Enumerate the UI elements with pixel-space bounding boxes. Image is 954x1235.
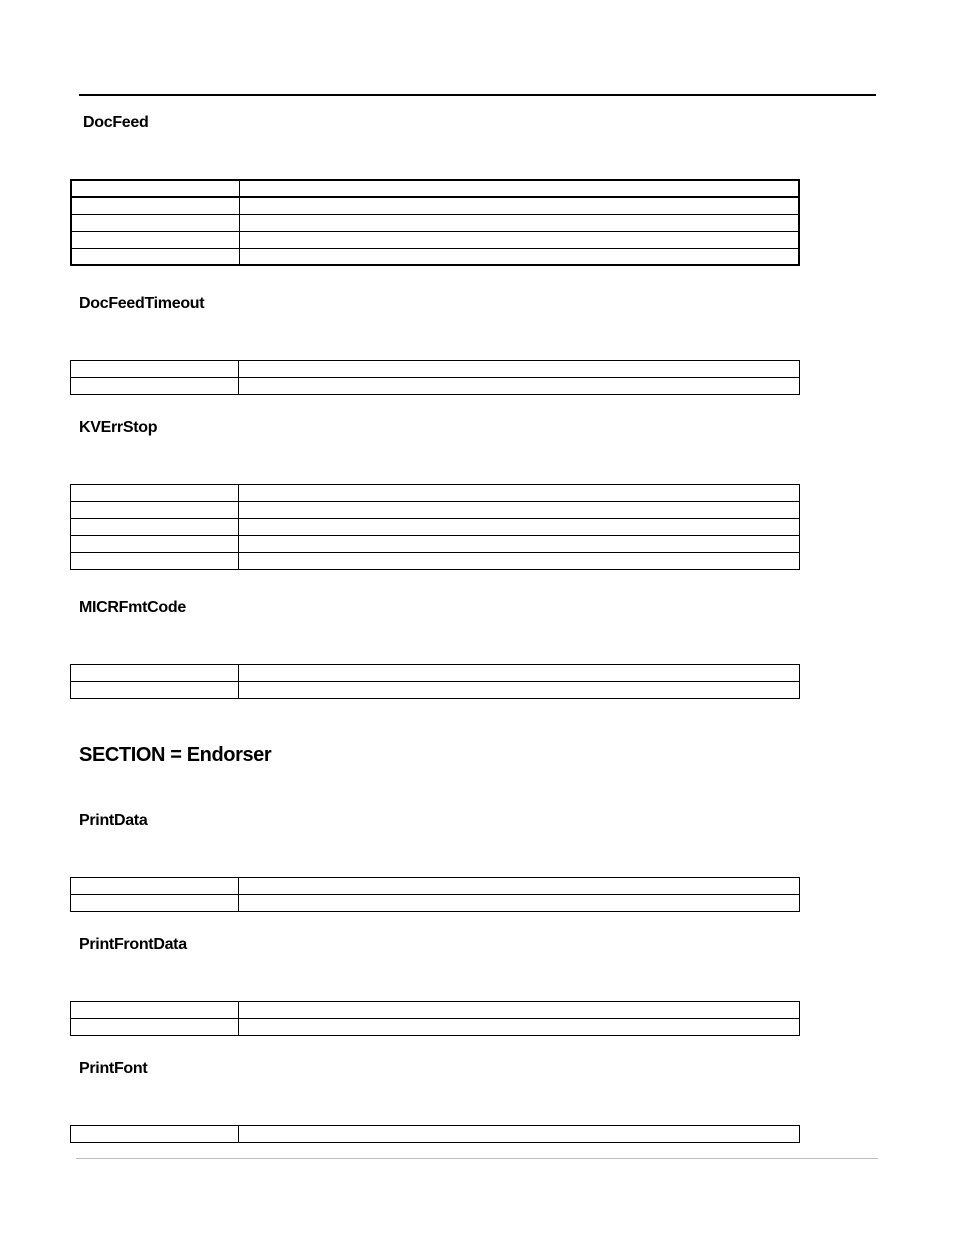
table-cell — [71, 878, 239, 895]
table-cell — [71, 536, 239, 553]
table-cell — [71, 248, 239, 265]
heading-micrfmtcode: MICRFmtCode — [79, 599, 186, 616]
table-cell — [71, 378, 239, 395]
table-cell — [239, 1126, 800, 1143]
section-heading-endorser: SECTION = Endorser — [79, 744, 272, 766]
table-cell — [71, 180, 239, 197]
table-cell — [239, 231, 799, 248]
heading-kverrstop: KVErrStop — [79, 419, 158, 436]
table-row — [71, 502, 800, 519]
heading-printfont: PrintFont — [79, 1060, 148, 1077]
table-row — [71, 878, 800, 895]
table-cell — [71, 665, 239, 682]
table-cell — [239, 895, 800, 912]
table-cell — [239, 665, 800, 682]
table-row — [71, 553, 800, 570]
table-cell — [239, 378, 800, 395]
table-row — [71, 536, 800, 553]
heading-docfeedtimeout: DocFeedTimeout — [79, 295, 205, 312]
table-row — [71, 682, 800, 699]
table-cell — [239, 682, 800, 699]
table-cell — [71, 197, 239, 214]
table-row — [71, 231, 799, 248]
table-micrfmtcode — [70, 664, 800, 699]
table-docfeed — [70, 179, 800, 266]
table-cell — [239, 180, 799, 197]
table-docfeedtimeout — [70, 360, 800, 395]
table-cell — [239, 502, 800, 519]
table-cell — [71, 361, 239, 378]
table-cell — [239, 536, 800, 553]
footer-rule — [76, 1158, 878, 1159]
table-row — [71, 180, 799, 197]
table-cell — [71, 502, 239, 519]
table-cell — [71, 682, 239, 699]
heading-printfrontdata: PrintFrontData — [79, 936, 187, 953]
table-row — [71, 361, 800, 378]
table-row — [71, 485, 800, 502]
table-cell — [239, 878, 800, 895]
table-cell — [71, 895, 239, 912]
table-row — [71, 665, 800, 682]
table-row — [71, 519, 800, 536]
table-row — [71, 1126, 800, 1143]
table-cell — [71, 1019, 239, 1036]
table-cell — [71, 1002, 239, 1019]
table-printfrontdata — [70, 1001, 800, 1036]
table-cell — [239, 361, 800, 378]
table-cell — [71, 1126, 239, 1143]
table-cell — [71, 485, 239, 502]
table-row — [71, 248, 799, 265]
heading-printdata: PrintData — [79, 812, 148, 829]
table-cell — [71, 553, 239, 570]
table-printdata — [70, 877, 800, 912]
table-row — [71, 214, 799, 231]
table-cell — [239, 248, 799, 265]
table-row — [71, 1019, 800, 1036]
table-printfont — [70, 1125, 800, 1143]
table-row — [71, 895, 800, 912]
table-row — [71, 378, 800, 395]
table-kverrstop — [70, 484, 800, 570]
heading-docfeed: DocFeed — [83, 114, 149, 131]
table-cell — [71, 519, 239, 536]
header-rule — [79, 94, 876, 96]
table-cell — [239, 519, 800, 536]
table-cell — [239, 1019, 800, 1036]
table-cell — [71, 231, 239, 248]
table-cell — [71, 214, 239, 231]
table-cell — [239, 1002, 800, 1019]
table-cell — [239, 197, 799, 214]
table-cell — [239, 485, 800, 502]
table-cell — [239, 553, 800, 570]
table-row — [71, 1002, 800, 1019]
table-row — [71, 197, 799, 214]
table-cell — [239, 214, 799, 231]
